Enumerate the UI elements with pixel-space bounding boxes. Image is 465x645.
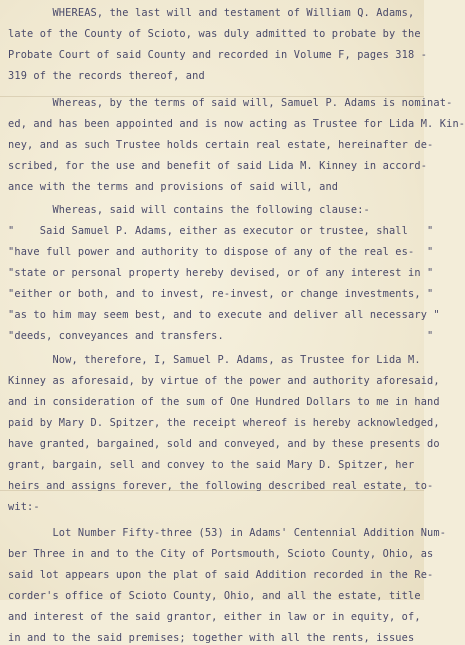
text-line: heirs and assigns forever, the following described real estate, to- — [8, 480, 434, 492]
text-line: and interest of the said grantor, either in law or in equity, of, — [8, 611, 421, 623]
quoted-line: "either or both, and to invest, re-invest, or change investments, " — [8, 288, 434, 300]
text-line: have granted, bargained, sold and conveyed, and by these presents do — [8, 438, 440, 450]
text-line: ed, and has been appointed and is now acting as Trustee for Lida M. Kin- — [8, 118, 465, 130]
text-line: ber Three in and to the City of Portsmouth, Scioto County, Ohio, as — [8, 548, 434, 560]
quoted-line: "have full power and authority to dispose of any of the real es- " — [8, 246, 434, 258]
text-line: Lot Number Fifty-three (53) in Adams' Centennial Addition Num- — [8, 527, 447, 539]
text-line: WHEREAS, the last will and testament of William Q. Adams, — [8, 7, 415, 19]
text-line: grant, bargain, sell and convey to the said Mary D. Spitzer, her — [8, 459, 415, 471]
text-line: Kinney as aforesaid, by virtue of the power and authority aforesaid, — [8, 375, 440, 387]
quoted-line: " Said Samuel P. Adams, either as executor or trustee, shall " — [8, 225, 434, 237]
text-line: ance with the terms and provisions of said will, and — [8, 181, 339, 193]
text-line: Probate Court of said County and recorded in Volume F, pages 318 - — [8, 49, 428, 61]
text-line: corder's office of Scioto County, Ohio, and all the estate, title — [8, 590, 421, 602]
quoted-line: "state or personal property hereby devised, or of any interest in " — [8, 267, 434, 279]
quoted-line: "as to him may seem best, and to execute and deliver all necessary " — [8, 309, 440, 321]
text-line: said lot appears upon the plat of said Addition recorded in the Re- — [8, 569, 434, 581]
text-line: ney, and as such Trustee holds certain real estate, hereinafter de- — [8, 139, 434, 151]
text-line: late of the County of Scioto, was duly admitted to probate by the — [8, 28, 421, 40]
text-line: Whereas, said will contains the following clause:- — [8, 204, 370, 216]
text-line: Whereas, by the terms of said will, Samuel P. Adams is nominat- — [8, 97, 453, 109]
quoted-line: "deeds, conveyances and transfers. " — [8, 330, 434, 342]
text-line: and in consideration of the sum of One Hundred Dollars to me in hand — [8, 396, 440, 408]
text-line: scribed, for the use and benefit of said Lida M. Kinney in accord- — [8, 160, 428, 172]
text-line: Now, therefore, I, Samuel P. Adams, as Trustee for Lida M. — [8, 354, 421, 366]
text-line: in and to the said premises; together with all the rents, issues — [8, 632, 415, 644]
text-line: 319 of the records thereof, and — [8, 70, 205, 82]
text-line: wit:- — [8, 501, 40, 513]
text-line: paid by Mary D. Spitzer, the receipt whereof is hereby acknowledged, — [8, 417, 440, 429]
